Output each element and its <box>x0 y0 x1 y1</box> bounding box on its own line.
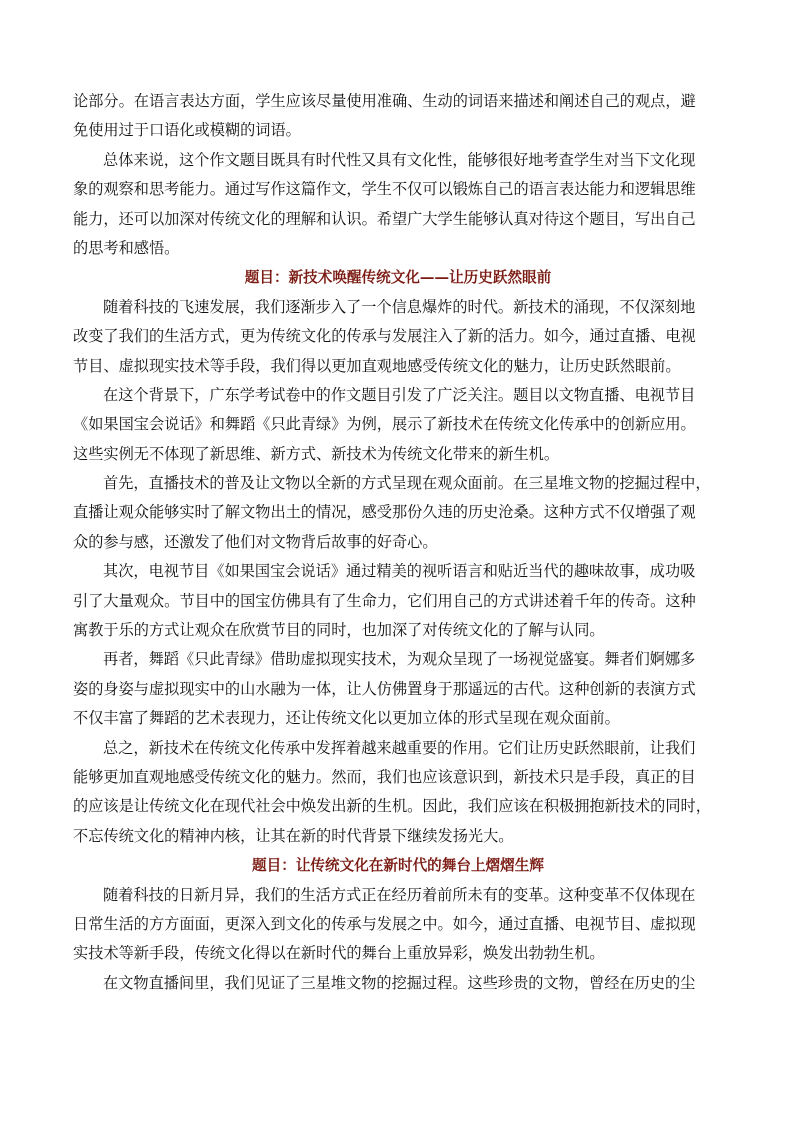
text-line: 这些实例无不体现了新思维、新方式、新技术为传统文化带来的新生机。 <box>73 444 559 463</box>
section-heading: 题目：让传统文化在新时代的舞台上熠熠生辉 <box>252 857 544 875</box>
text-line: 实技术等新手段，传统文化得以在新时代的舞台上重放异彩，焕发出勃勃生机。 <box>73 944 605 963</box>
text-line: 日常生活的方方面面，更深入到文化的传承与发展之中。如今，通过直播、电视节目、虚拟现 <box>73 914 696 933</box>
text-line: 节目、虚拟现实技术等手段，我们得以更加直观地感受传统文化的魅力，让历史跃然眼前。 <box>73 356 681 375</box>
text-line: 不仅丰富了舞蹈的艺术表现力，还让传统文化以更加立体的形式呈现在观众面前。 <box>73 709 620 728</box>
text-line: 随着科技的飞速发展，我们逐渐步入了一个信息爆炸的时代。新技术的涌现，不仅深刻地 <box>103 297 696 316</box>
paragraph <box>73 969 723 998</box>
paragraph <box>73 146 723 264</box>
text-line: 引了大量观众。节目中的国宝仿佛具有了生命力，它们用自己的方式讲述着千年的传奇。这种 <box>73 591 696 610</box>
text-line: 《如果国宝会说话》和舞蹈《只此青绿》为例，展示了新技术在传统文化传承中的创新应用。 <box>73 415 696 434</box>
text-line: 能力，还可以加深对传统文化的理解和认识。希望广大学生能够认真对待这个题目，写出自己 <box>73 209 696 228</box>
text-line: 在这个背景下，广东学考试卷中的作文题目引发了广泛关注。题目以文物直播、电视节目 <box>103 385 696 404</box>
text-line: 直播让观众能够实时了解文物出土的情况，感受那份久违的历史沧桑。这种方式不仅增强了观 <box>73 503 696 522</box>
paragraph <box>73 881 723 969</box>
paragraph <box>73 469 723 557</box>
text-line: 总之，新技术在传统文化传承中发挥着越来越重要的作用。它们让历史跃然眼前，让我们 <box>103 738 696 757</box>
text-line: 寓教于乐的方式让观众在欣赏节目的同时，也加深了对传统文化的了解与认同。 <box>73 621 605 640</box>
text-line: 改变了我们的生活方式，更为传统文化的传承与发展注入了新的活力。如今，通过直播、电视 <box>73 327 696 346</box>
text-line: 能够更加直观地感受传统文化的魅力。然而，我们也应该意识到，新技术只是手段，真正的目 <box>73 767 696 786</box>
text-line: 再者，舞蹈《只此青绿》借助虚拟现实技术，为观众呈现了一场视觉盛宴。舞者们婀娜多 <box>103 650 696 669</box>
text-line: 姿的身姿与虚拟现实中的山水融为一体，让人仿佛置身于那遥远的古代。这种创新的表演方式 <box>73 679 696 698</box>
text-line: 的应该是让传统文化在现代社会中焕发出新的生机。因此，我们应该在积极拥抱新技术的同时， <box>73 797 711 816</box>
text-line: 首先，直播技术的普及让文物以全新的方式呈现在观众面前。在三星堆文物的挖掘过程中， <box>103 474 711 493</box>
text-line: 象的观察和思考能力。通过写作这篇作文，学生不仅可以锻炼自己的语言表达能力和逻辑思维 <box>73 180 696 199</box>
paragraph <box>73 734 723 852</box>
text-line: 众的参与感，还激发了他们对文物背后故事的好奇心。 <box>73 532 438 551</box>
text-line: 论部分。在语言表达方面，学生应该尽量使用准确、生动的词语来描述和阐述自己的观点，避 <box>73 92 696 110</box>
text-line: 免使用过于口语化或模糊的词语。 <box>73 121 301 140</box>
paragraph <box>73 645 723 733</box>
text-line: 其次，电视节目《如果国宝会说话》通过精美的视听语言和贴近当代的趣味故事，成功吸 <box>103 562 696 581</box>
text-line: 总体来说，这个作文题目既具有时代性又具有文化性，能够很好地考查学生对当下文化现 <box>103 150 696 169</box>
text-line: 不忘传统文化的精神内核，让其在新的时代背景下继续发扬光大。 <box>73 826 514 845</box>
paragraph <box>73 293 723 381</box>
text-line: 在文物直播间里，我们见证了三星堆文物的挖掘过程。这些珍贵的文物，曾经在历史的尘 <box>103 973 696 992</box>
section-heading: 题目：新技术唤醒传统文化——让历史跃然眼前 <box>244 269 552 287</box>
text-line: 随着科技的日新月异，我们的生活方式正在经历着前所未有的变革。这种变革不仅体现在 <box>103 885 696 904</box>
document-page <box>73 87 723 998</box>
text-line: 的思考和感悟。 <box>73 238 180 257</box>
paragraph <box>73 381 723 469</box>
paragraph <box>73 87 723 146</box>
paragraph <box>73 557 723 645</box>
